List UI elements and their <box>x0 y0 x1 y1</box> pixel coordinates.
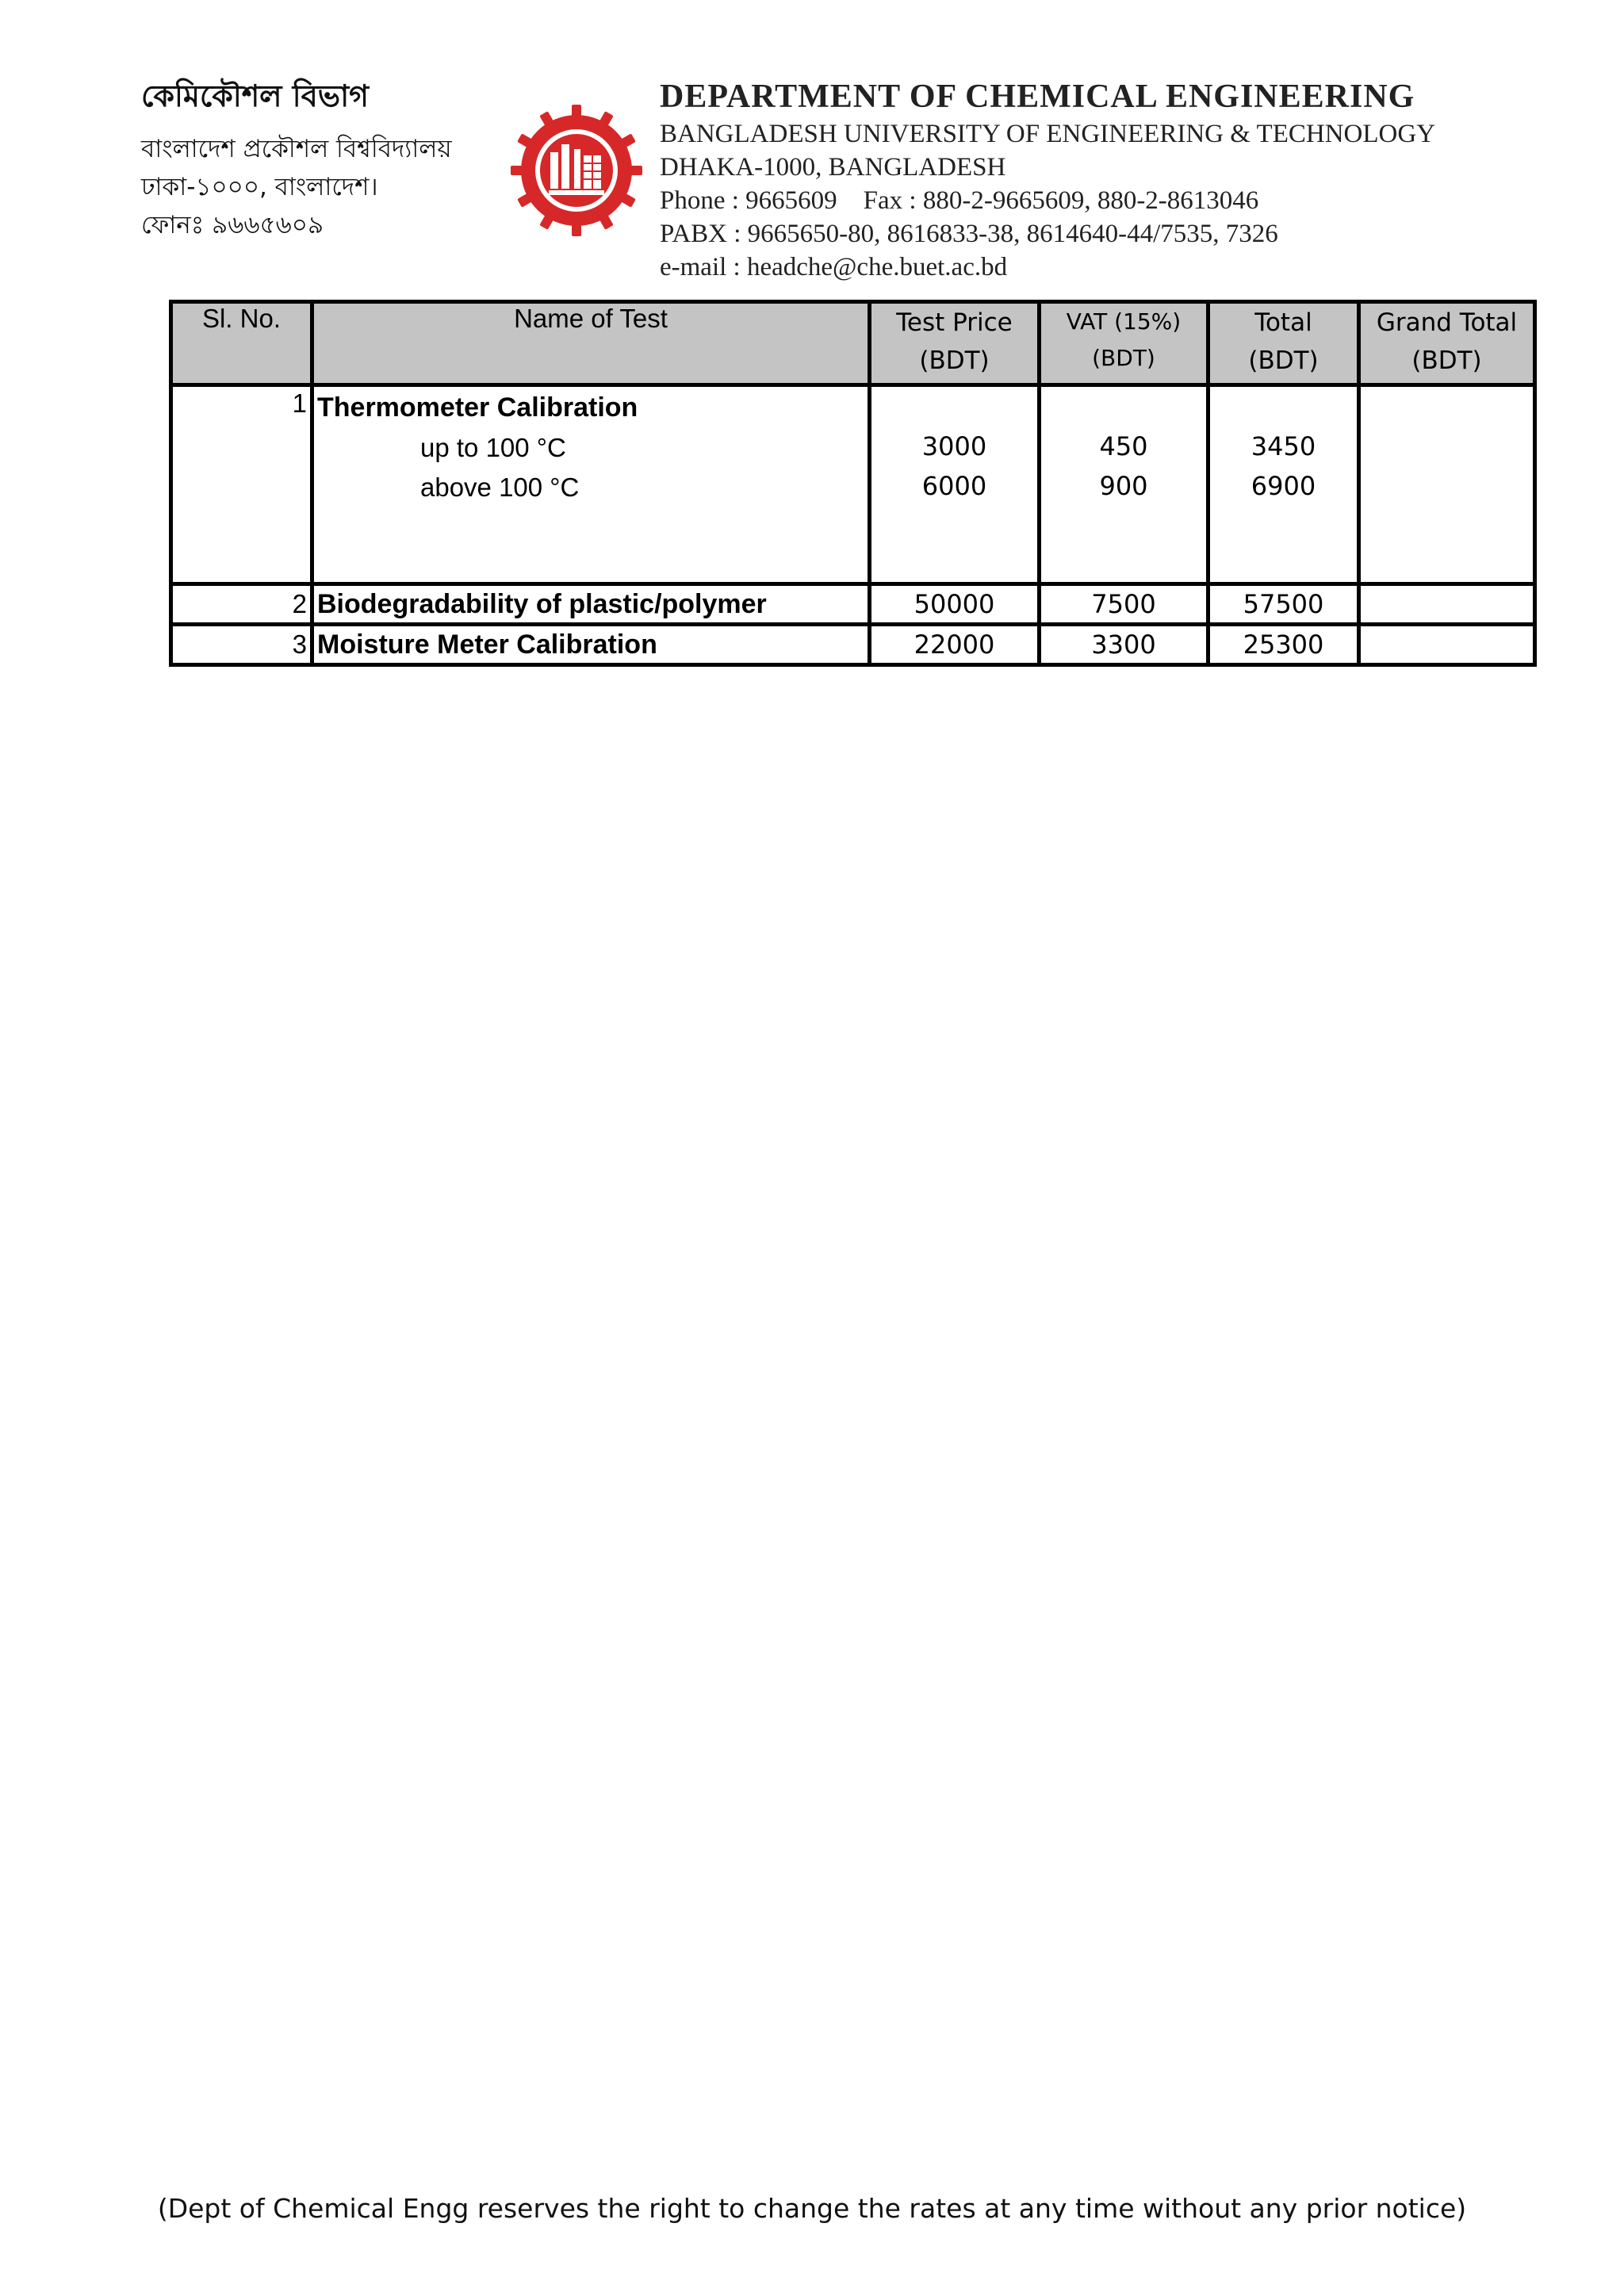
test-price-table <box>169 300 1537 667</box>
grand-total-cell <box>1359 625 1535 665</box>
sl-cell: 1 <box>171 385 312 584</box>
phone-number: Phone : 9665609 <box>660 186 837 215</box>
sl-cell: 3 <box>171 625 312 665</box>
vat-cell: 7500 <box>1040 584 1208 625</box>
bangla-dept-name: কেমিকৌশল বিভাগ <box>141 78 369 113</box>
price-cell: 50000 <box>870 584 1040 625</box>
university-name: BANGLADESH UNIVERSITY OF ENGINEERING & TECHNOLOGY <box>660 120 1436 148</box>
buet-gear-seal-icon <box>509 103 644 238</box>
header-vat: VAT (15%) (BDT) <box>1040 302 1208 385</box>
vat-cell: 3300 <box>1040 625 1208 665</box>
table-row <box>171 385 1535 584</box>
table-row <box>171 584 1535 625</box>
fax-numbers: Fax : 880-2-9665609, 880-2-8613046 <box>863 186 1259 215</box>
table-row <box>171 625 1535 665</box>
bangla-letterhead <box>141 73 490 244</box>
address-line: DHAKA-1000, BANGLADESH <box>660 153 1006 182</box>
bangla-university: বাংলাদেশ প্রকৌশল বিশ্ববিদ্যালয় <box>141 135 452 163</box>
total-cell: 3450 6900 <box>1208 385 1359 584</box>
email-line: e-mail : headche@che.buet.ac.bd <box>660 253 1008 281</box>
test-name-cell <box>312 385 870 584</box>
english-letterhead <box>660 76 1611 284</box>
bangla-address: ঢাকা-১০০০, বাংলাদেশ। <box>141 173 378 201</box>
phone-fax-line <box>660 184 1611 217</box>
total-cell: 25300 <box>1208 625 1359 665</box>
dept-title: DEPARTMENT OF CHEMICAL ENGINEERING <box>660 78 1415 115</box>
table-header-row <box>171 302 1535 385</box>
bangla-phone: ফোনঃ ৯৬৬৫৬০৯ <box>141 211 324 239</box>
grand-total-cell <box>1359 385 1535 584</box>
sub-test: up to 100 °C <box>420 433 566 462</box>
price-cell: 3000 6000 <box>870 385 1040 584</box>
test-name-cell: Moisture Meter Calibration <box>312 625 870 665</box>
pabx-line: PABX : 9665650-80, 8616833-38, 8614640-44/7535, 7326 <box>660 220 1278 248</box>
test-name-cell: Biodegradability of plastic/polymer <box>312 584 870 625</box>
sub-test: above 100 °C <box>420 473 580 502</box>
vat-cell: 450 900 <box>1040 385 1208 584</box>
footer-disclaimer: (Dept of Chemical Engg reserves the right to change the rates at any time without any prior notice) <box>157 2193 1467 2224</box>
header-grand-total: Grand Total (BDT) <box>1359 302 1535 385</box>
total-cell: 57500 <box>1208 584 1359 625</box>
header-test-price: Test Price (BDT) <box>870 302 1040 385</box>
price-cell: 22000 <box>870 625 1040 665</box>
header-name-of-test: Name of Test <box>312 302 870 385</box>
header-sl-no: Sl. No. <box>171 302 312 385</box>
test-name: Thermometer Calibration <box>317 392 638 423</box>
sl-cell: 2 <box>171 584 312 625</box>
grand-total-cell <box>1359 584 1535 625</box>
header-total: Total (BDT) <box>1208 302 1359 385</box>
